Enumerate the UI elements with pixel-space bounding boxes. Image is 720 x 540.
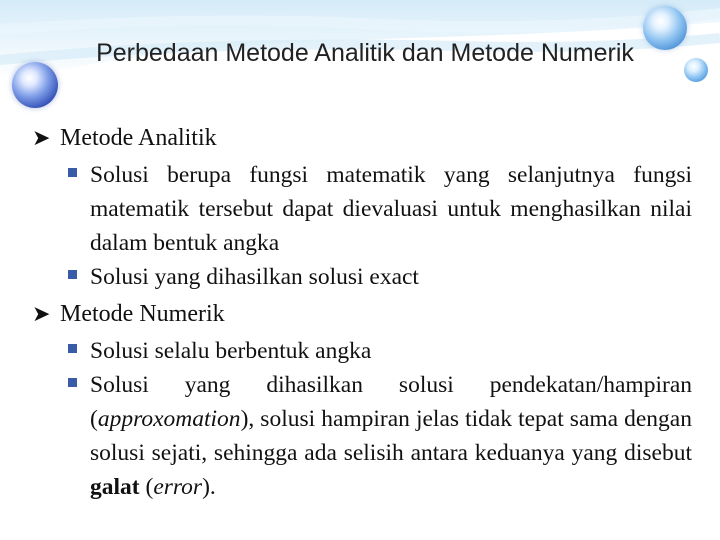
list-item bbox=[68, 334, 692, 368]
list-item-text: Solusi selalu berbentuk angka bbox=[90, 338, 372, 364]
square-bullet-icon bbox=[68, 344, 77, 353]
section-heading-text: Metode Analitik bbox=[60, 125, 217, 151]
text-segment: ), solusi hampiran jelas tidak tepat sama dengan solusi sejati, sehingga ada selisih antara keduanya yang disebut bbox=[90, 406, 692, 466]
square-bullet-icon bbox=[68, 378, 77, 387]
decorative-bubble-left bbox=[12, 62, 58, 108]
text-segment: ( bbox=[139, 474, 154, 500]
list-item-text bbox=[90, 372, 692, 500]
decorative-bubble-small bbox=[684, 58, 708, 82]
list-item-text: Solusi berupa fungsi matematik yang selanjutnya fungsi matematik tersebut dapat dievaluasi untuk menghasilkan nilai dalam bentuk angka bbox=[90, 162, 692, 256]
slide-title: Perbedaan Metode Analitik dan Metode Numerik bbox=[96, 39, 634, 67]
section-heading-numerik bbox=[32, 294, 692, 334]
arrow-bullet-icon: ➤ bbox=[32, 301, 51, 326]
italic-term: approxomation bbox=[97, 406, 241, 432]
list-item bbox=[68, 368, 692, 504]
text-segment: ). bbox=[202, 474, 216, 500]
bold-term: galat bbox=[90, 474, 140, 500]
square-bullet-icon bbox=[68, 270, 77, 279]
list-item bbox=[68, 158, 692, 260]
list-item-text: Solusi yang dihasilkan solusi exact bbox=[90, 264, 419, 290]
section-heading-text: Metode Numerik bbox=[60, 301, 225, 327]
italic-term: error bbox=[153, 474, 203, 500]
list-item bbox=[68, 260, 692, 294]
square-bullet-icon bbox=[68, 168, 77, 177]
section-heading-analitik bbox=[32, 118, 692, 158]
slide-content bbox=[32, 118, 692, 504]
arrow-bullet-icon: ➤ bbox=[32, 125, 51, 150]
text-segment: Solusi yang dihasilkan solusi pendekatan/hampiran ( bbox=[90, 372, 692, 432]
